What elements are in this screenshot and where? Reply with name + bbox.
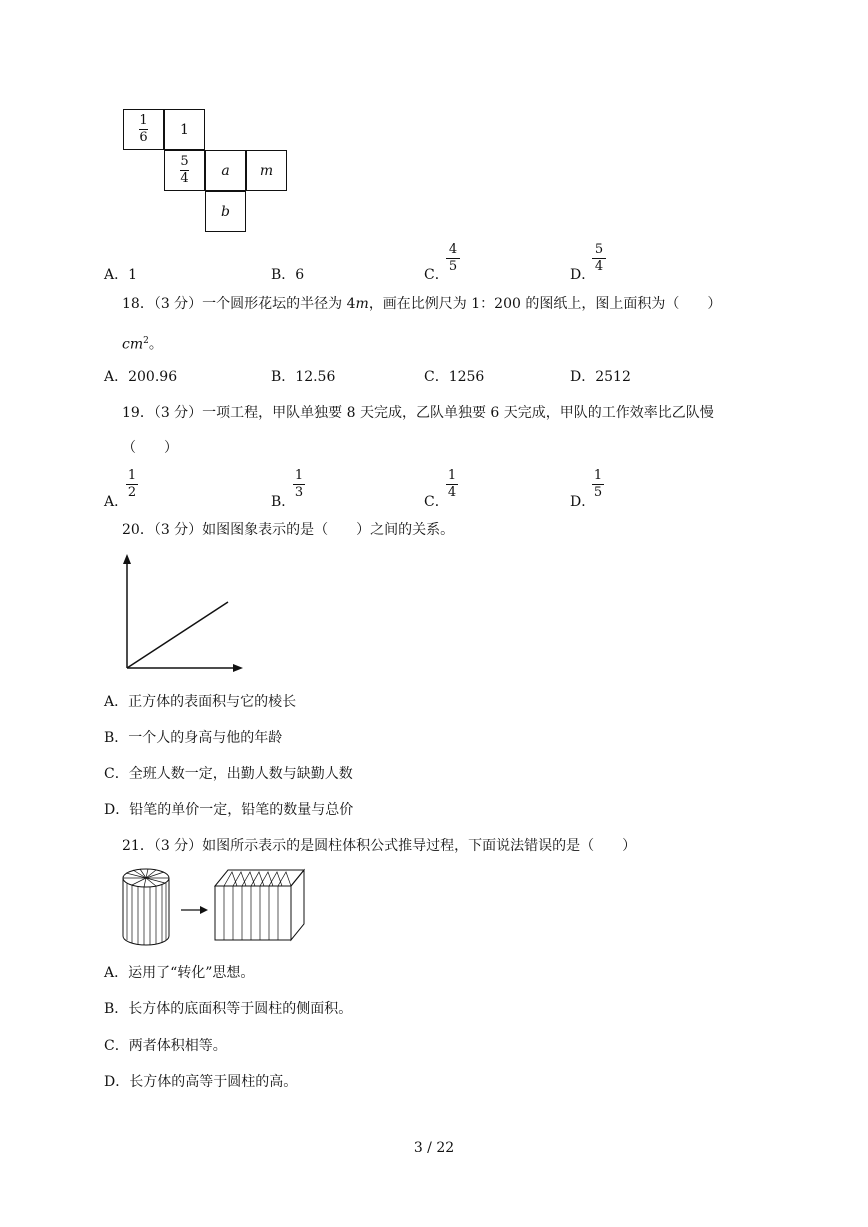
option-b[interactable]: B．长方体的底面积等于圆柱的侧面积。 bbox=[104, 1001, 353, 1017]
net-cell-2 bbox=[164, 109, 205, 150]
denominator: 4 bbox=[180, 171, 189, 186]
option-d-label[interactable]: D． bbox=[570, 267, 596, 283]
option-c[interactable]: C．两者体积相等。 bbox=[104, 1038, 227, 1054]
fraction bbox=[180, 155, 188, 186]
q19-stem: 19．（3 分）一项工程，甲队单独要 8 天完成，乙队单独要 6 天完成，甲队的工作效率比乙队慢 bbox=[122, 405, 714, 421]
denominator: 6 bbox=[139, 130, 148, 145]
proportional-line bbox=[127, 602, 228, 668]
numerator: 5 bbox=[180, 154, 189, 169]
cell-value: a bbox=[221, 162, 230, 179]
option-b[interactable]: B．12.56 bbox=[271, 369, 336, 385]
option-b[interactable]: B．6 bbox=[271, 267, 305, 283]
option-c-fraction: 1 4 bbox=[447, 468, 457, 500]
line-graph-figure bbox=[118, 552, 248, 674]
fraction bbox=[139, 114, 147, 145]
cylinder-to-cuboid-figure bbox=[118, 864, 308, 950]
option-b-fraction: 1 3 bbox=[294, 468, 304, 500]
option-d[interactable]: D．铅笔的单价一定，铅笔的数量与总价 bbox=[104, 802, 354, 818]
option-c[interactable]: C．全班人数一定，出勤人数与缺勤人数 bbox=[104, 766, 353, 782]
option-a[interactable]: A．运用了“转化”思想。 bbox=[104, 965, 255, 981]
cuboid-icon bbox=[215, 870, 304, 940]
cell-value: b bbox=[221, 203, 230, 220]
q19-blank: （ ） bbox=[122, 440, 178, 456]
y-axis-arrow-icon bbox=[123, 554, 131, 564]
option-d-fraction: 5 4 bbox=[592, 243, 606, 274]
option-d[interactable]: D．2512 bbox=[570, 369, 631, 385]
net-cell-6 bbox=[205, 191, 246, 232]
option-d-label[interactable]: D． bbox=[570, 494, 596, 510]
net-cell-5 bbox=[246, 150, 287, 191]
option-b-label[interactable]: B． bbox=[271, 494, 296, 510]
option-a[interactable]: A．1 bbox=[104, 267, 138, 283]
cylinder-icon bbox=[123, 869, 169, 945]
q21-stem: 21．（3 分）如图所示表示的是圆柱体积公式推导过程，下面说法错误的是（ ） bbox=[122, 838, 637, 854]
option-a-fraction: 1 2 bbox=[127, 468, 137, 500]
q18-stem: 18．（3 分）一个圆形花坛的半径为 4m，画在比例尺为 1：200 的图纸上，图上面积为（ ） bbox=[122, 296, 722, 312]
option-c-label[interactable]: C． bbox=[424, 494, 449, 510]
cell-value: m bbox=[259, 162, 274, 179]
arrow-right-icon bbox=[200, 906, 208, 914]
option-a-label[interactable]: A． bbox=[104, 494, 129, 510]
net-cell-4 bbox=[205, 150, 246, 191]
net-cell-3 bbox=[164, 150, 205, 191]
option-c-label[interactable]: C． bbox=[424, 267, 449, 283]
q18-unit: $cm^2$。 bbox=[122, 336, 163, 353]
option-d-fraction: 1 5 bbox=[593, 468, 603, 500]
q20-stem: 20．（3 分）如图图象表示的是（ ）之间的关系。 bbox=[122, 522, 455, 538]
option-c-fraction: 4 5 bbox=[446, 243, 460, 274]
numerator: 1 bbox=[139, 113, 148, 128]
option-c[interactable]: C．1256 bbox=[424, 369, 485, 385]
option-a[interactable]: A．正方体的表面积与它的棱长 bbox=[104, 694, 297, 710]
option-a[interactable]: A．200.96 bbox=[104, 369, 178, 385]
option-b[interactable]: B．一个人的身高与他的年龄 bbox=[104, 730, 283, 746]
option-d[interactable]: D．长方体的高等于圆柱的高。 bbox=[104, 1074, 298, 1090]
x-axis-arrow-icon bbox=[233, 664, 243, 672]
cell-value: 1 bbox=[180, 121, 189, 138]
net-cell-1 bbox=[123, 109, 164, 150]
page-number: 3 / 22 bbox=[413, 1140, 455, 1156]
